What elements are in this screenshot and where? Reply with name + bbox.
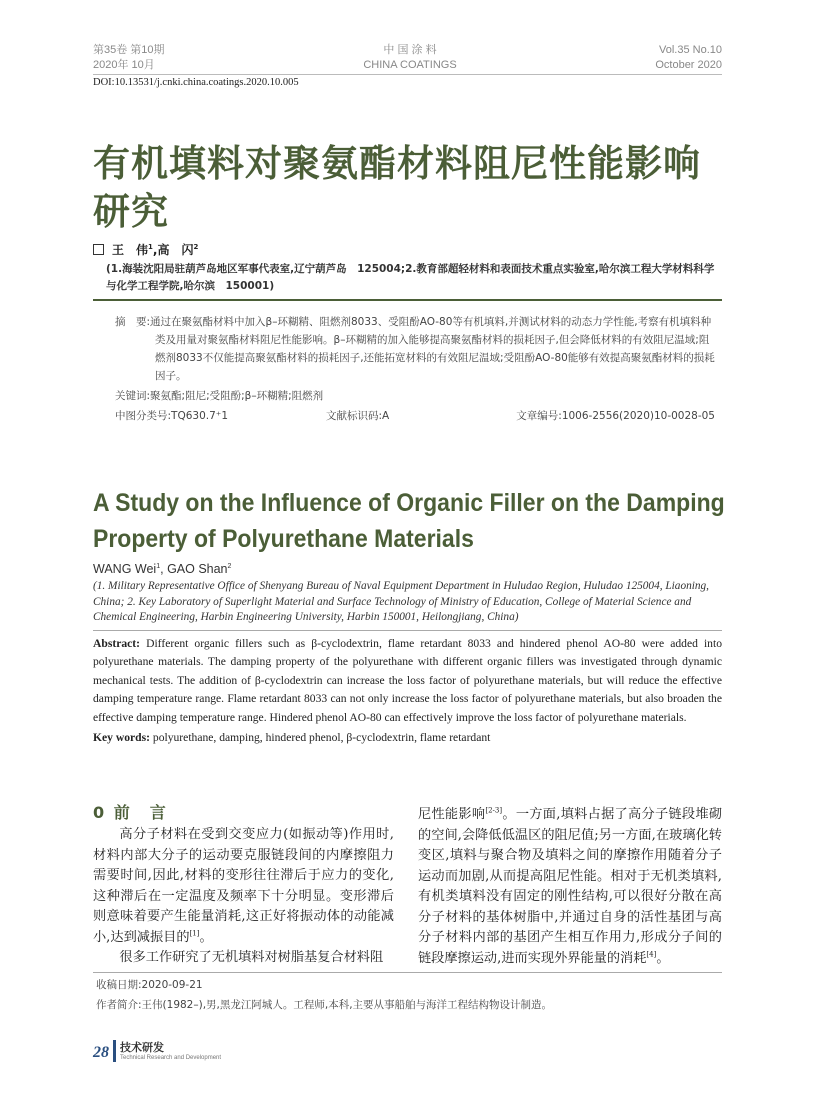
footer-section-en: Technical Research and Development	[120, 1055, 222, 1061]
header-rule	[93, 74, 722, 75]
english-title: A Study on the Influence of Organic Filler on the Damping Property of Polyurethane Materials	[93, 489, 725, 553]
received-date: 收稿日期:2020-09-21	[96, 979, 203, 991]
journal-issue: Vol.35 No.10 October 2020	[655, 44, 722, 71]
english-abstract: Abstract: Different organic fillers such as β-cyclodextrin, flame retardant 8033 and hindered phenol AO-80 were added into polyurethane materials. The damping property of the polyurethane with different organic fillers was investigated through dynamic mechanical tests. The addition of β-cyclodextrin can increase the loss factor of polyurethane materials, but will reduce the effective damping temperature range. Flame retardant 8033 can not only increase the loss factor of polyurethane materials, but also broaden the effective damping temperature range. Hindered phenol AO-80 can effectively improve the loss factor of polyurethane materials.	[93, 636, 722, 724]
right-column	[418, 805, 722, 969]
journal-volume: 第35卷 第10期 2020年 10月	[93, 44, 165, 71]
footnote-rule	[93, 972, 722, 973]
chinese-abstract: 摘 要:通过在聚氨酯材料中加入β–环糊精、阻燃剂8033、受阻酚AO-80等有机填料,并测试材料的动态力学性能,考察有机填料种类及用量对聚氨酯材料阻尼性能影响。β–环糊精的加入能够提高聚氨酯材料的损耗因子,但会降低材料的有效阻尼温域;阻燃剂8033不仅能提高聚氨酯材料的损耗因子,还能拓宽材料的有效阻尼温域;受阻酚AO-80能够有效提高聚氨酯材料的损耗因子。	[115, 316, 715, 382]
classification-row	[115, 407, 715, 425]
english-author-block	[93, 561, 722, 748]
chinese-title: 有机填料对聚氨酯材料阻尼性能影响 研究	[93, 142, 701, 233]
author-bio: 作者简介:王伟(1982–),男,黑龙江阿城人。工程师,本科,主要从事船舶与海洋工程结构物设计制造。	[96, 999, 553, 1011]
english-authors: WANG Wei$^1$, GAO Shan$^2$	[93, 562, 232, 576]
square-icon	[93, 244, 104, 255]
footer-section-cn: 技术研发	[120, 1041, 164, 1054]
clc-number: 中图分类号:TQ630.7⁺1	[115, 410, 228, 422]
chinese-author-block	[93, 241, 722, 301]
page-number: 28	[93, 1044, 109, 1061]
page-footer	[93, 1040, 221, 1062]
section-heading: 0 前 言	[93, 803, 168, 822]
document-code: 文献标识码:A	[326, 410, 390, 422]
footer-bar	[113, 1040, 116, 1062]
chinese-abstract-block	[115, 313, 715, 425]
left-column	[93, 825, 394, 969]
chinese-authors: 王 伟$^1$,高 闪$^2$	[93, 241, 722, 259]
paragraph: 很多工作研究了无机填料对树脂基复合材料阻	[119, 950, 384, 965]
english-keywords: Key words: polyurethane, damping, hindered phenol, β-cyclodextrin, flame retardant	[93, 731, 491, 744]
journal-name: 中 国 涂 料 CHINA COATINGS	[363, 44, 457, 71]
chinese-affiliation: (1.海装沈阳局驻葫芦岛地区军事代表室,辽宁葫芦岛 125004;2.教育部超轻材料和表面技术重点实验室,哈尔滨工程大学材料科学与化学工程学院,哈尔滨 150001)	[106, 263, 715, 292]
doi[interactable]: DOI:10.13531/j.cnki.china.coatings.2020.10.005	[93, 77, 299, 88]
chinese-keywords: 关键词:聚氨酯;阻尼;受阻酚;β–环糊精;阻燃剂	[115, 390, 324, 402]
paragraph: 高分子材料在受到交变应力(如振动等)作用时,材料内部大分子的运动要克服链段间的内摩擦阻力需要时间,因此,材料的变形往往滞后于应力的变化,这种滞后在一定温度及频率下十分明显。变形滞后则意味着要产生能量消耗,这正好将振动体的动能减小,达到减振目的[1]。	[93, 827, 394, 945]
affiliation-rule	[93, 630, 722, 631]
footnote-block	[93, 972, 722, 1014]
paragraph: 尼性能影响[2-3]。一方面,填料占据了高分子链段堆砌的空间,会降低低温区的阻尼值;另一方面,在玻璃化转变区,填料与聚合物及填料之间的摩擦作用随着分子运动而加剧,从而提高阻尼性能。相对于无机类填料,有机类填料没有固定的刚性结构,可以很好分散在高分子材料的基体树脂中,并通过自身的活性基团与高分子材料内部的基团产生相互作用力,形成分子间的链段摩擦运动,进而实现外界能量的消耗[4]。	[418, 806, 723, 966]
title-rule	[93, 299, 722, 301]
english-affiliation: (1. Military Representative Office of Shenyang Bureau of Naval Equipment Department in Huludao Region, Huludao 125004, Liaoning, China; 2. Key Laboratory of Superlight Material and Surface Technology of Ministry of Education, College of Material Science and Chemical Engineering, Harbin Engineering University, Harbin 150001, Heilongjiang, China)	[93, 580, 710, 623]
article-number: 文章编号:1006-2556(2020)10-0028-05	[516, 410, 715, 422]
